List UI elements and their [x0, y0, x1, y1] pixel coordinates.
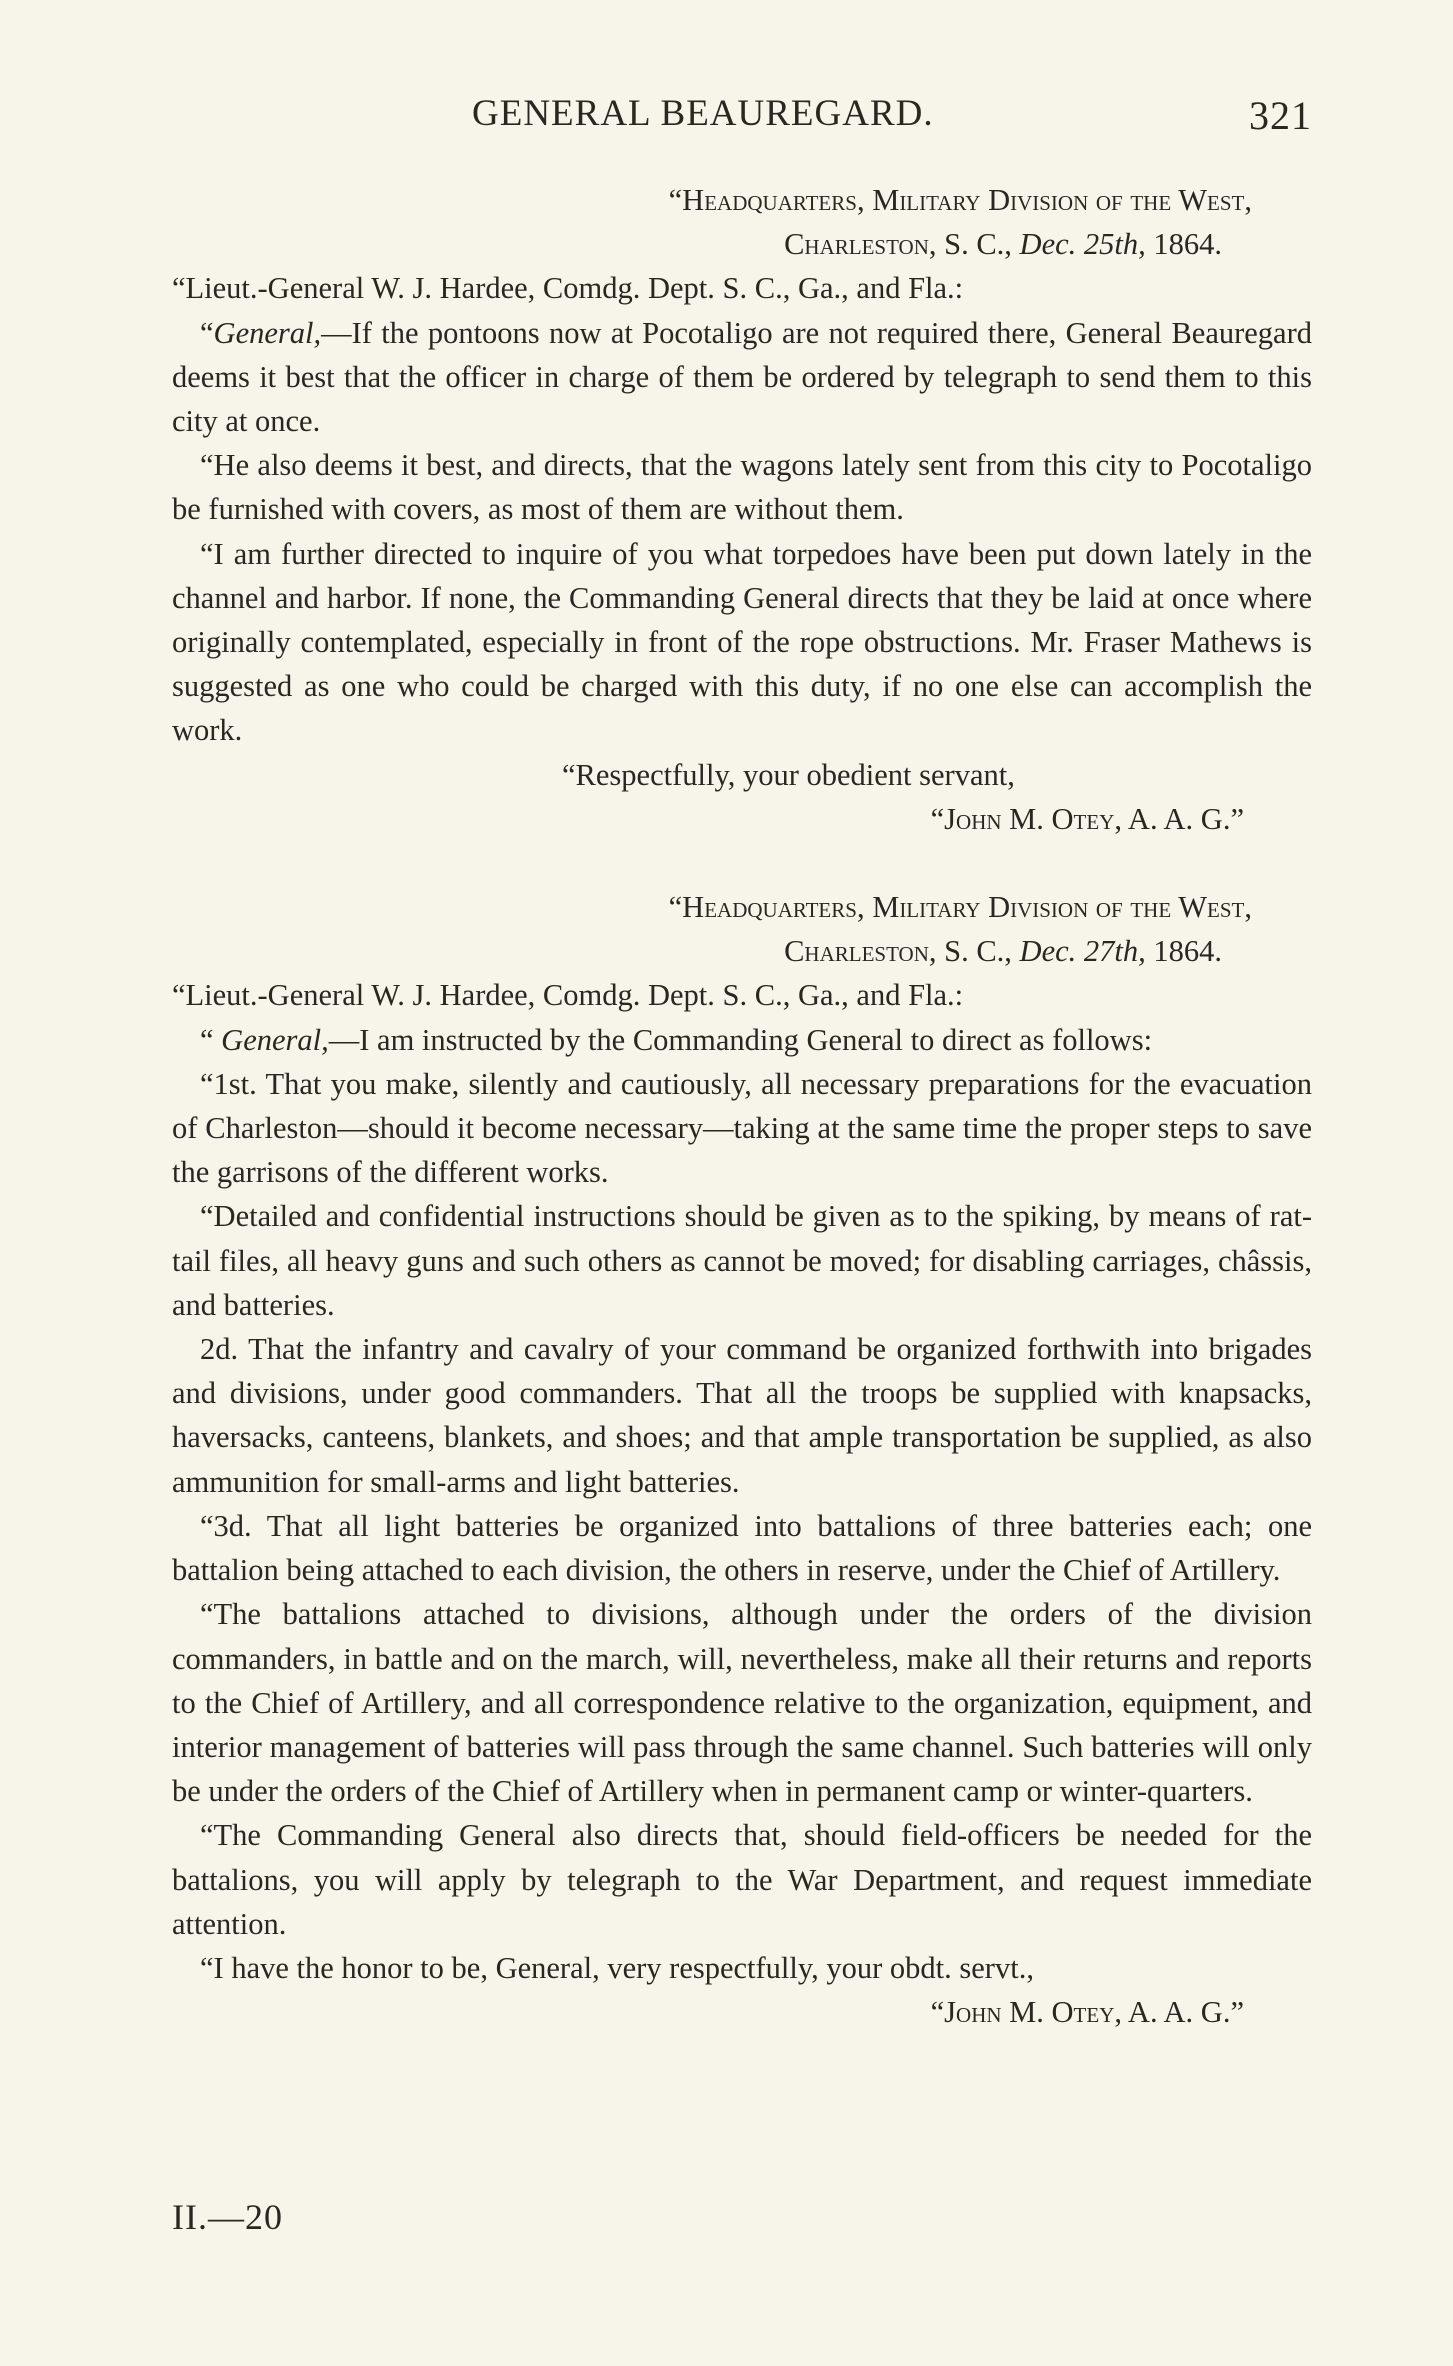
- signature-mark: II.—20: [172, 2197, 283, 2237]
- running-title: GENERAL BEAUREGARD.: [472, 93, 934, 134]
- letter2-open-quote: “: [200, 1022, 222, 1057]
- letter2-date: Dec. 27th,: [1019, 934, 1146, 969]
- letter2-paragraph-6: “The battalions attached to divisions, although under the orders of the division commanders, in battle and on the march, will, nevertheless, make all their returns and reports to the Chief of Artillery, and all correspondence relative to the organization, equipment, and interior management of batteries will pass through the same channel. Such batteries will only be under the orders of the Chief of Artillery when in permanent camp or winter-quarters.: [172, 1597, 1312, 1809]
- letter2-paragraph-3: “Detailed and confidential instructions should be given as to the spiking, by means of rat-tail files, all heavy guns and such others as cannot be moved; for disabling carriages, châssis, and batteries.: [172, 1199, 1312, 1322]
- letter2-paragraph-5: “3d. That all light batteries be organized into battalions of three batteries each; one battalion being attached to each division, the others in reserve, under the Chief of Artillery.: [172, 1508, 1312, 1588]
- letter2-paragraph-2: “1st. That you make, silently and cautiously, all necessary preparations for the evacuation of Charleston—should it become necessary—taking at the same time the proper steps to save the garrisons of the different works.: [172, 1066, 1312, 1190]
- letter1-open-quote: “: [200, 315, 214, 350]
- letter2-closing: “I have the honor to be, General, very respectfully, your obdt. servt.,: [200, 1950, 1034, 1985]
- letter1-addressee: “Lieut.-General W. J. Hardee, Comdg. Dept. S. C., Ga., and Fla.:: [172, 271, 964, 306]
- letter1-p1-text: —If the pontoons now at Pocotaligo are not required there, General Beauregard deems it best that the officer in charge of them be ordered by telegraph to send them to this city at once.: [172, 315, 1312, 439]
- letter1-dateline: [172, 222, 1312, 266]
- letter2-paragraph-7: “The Commanding General also directs that, should field-officers be needed for the battalions, you will apply by telegraph to the War Department, and request immediate attention.: [172, 1818, 1312, 1941]
- letter2-p1-text: —I am instructed by the Commanding General to direct as follows:: [328, 1022, 1153, 1057]
- letter1-place: Charleston, S. C.,: [784, 227, 1020, 262]
- letter1-paragraph-1: [172, 311, 1312, 444]
- letter2-heading: “Headquarters, Military Division of the West,: [668, 890, 1252, 925]
- letter1-paragraph-2: “He also deems it best, and directs, that the wagons lately sent from this city to Pocotaligo be furnished with covers, as most of them are without them.: [172, 448, 1312, 527]
- letter1-heading: “Headquarters, Military Division of the West,: [668, 183, 1252, 217]
- letter2-paragraph-4: 2d. That the infantry and cavalry of your command be organized forthwith into brigades and divisions, under good commanders. That all the troops be supplied with knapsacks, haversacks, canteens, blankets, and shoes; and that ample transportation be supplied, as also ammunition for small-arms and light batteries.: [172, 1332, 1312, 1499]
- page-number: 321: [1249, 93, 1312, 138]
- letter2-salutation: General,: [221, 1022, 329, 1057]
- letter-separator: [172, 841, 1312, 885]
- page-body: [172, 178, 1312, 2034]
- letter2-year: 1864.: [1145, 934, 1222, 969]
- letter1-year: 1864.: [1145, 227, 1222, 262]
- letter1-signature: “John M. Otey, A. A. G.”: [930, 801, 1244, 836]
- letter2-place: Charleston, S. C.,: [784, 934, 1020, 969]
- letter2-signature: “John M. Otey, A. A. G.”: [930, 1995, 1244, 2030]
- letter1-closing: “Respectfully, your obedient servant,: [562, 757, 1015, 792]
- letter2-paragraph-1: [172, 1018, 1312, 1062]
- letter2-addressee: “Lieut.-General W. J. Hardee, Comdg. Dept. S. C., Ga., and Fla.:: [172, 978, 964, 1013]
- letter1-paragraph-3: “I am further directed to inquire of you what torpedoes have been put down lately in the channel and harbor. If none, the Commanding General directs that they be laid at once where originally contemplated, especially in front of the rope obstructions. Mr. Fraser Mathews is suggested as one who could be charged with this duty, if no one else can accomplish the work.: [172, 536, 1312, 748]
- letter1-salutation: General,: [213, 315, 322, 350]
- letter1-date: Dec. 25th,: [1019, 227, 1146, 262]
- letter2-dateline: [172, 929, 1312, 973]
